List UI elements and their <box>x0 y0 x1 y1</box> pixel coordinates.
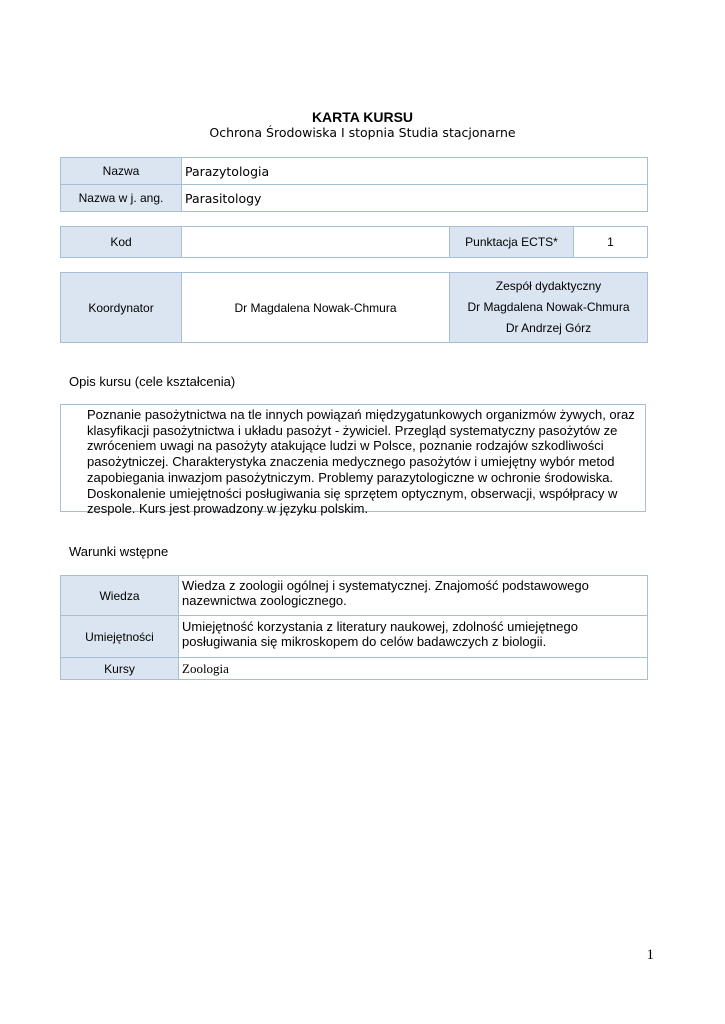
coordinator-value: Dr Magdalena Nowak-Chmura <box>182 273 450 343</box>
ects-label: Punktacja ECTS* <box>450 227 574 258</box>
name-value: Parazytologia <box>182 158 648 185</box>
coordinator-label: Koordynator <box>61 273 182 343</box>
prerequisites-heading: Warunki wstępne <box>69 544 169 559</box>
code-label: Kod <box>61 227 182 258</box>
courses-value: Zoologia <box>179 658 648 680</box>
name-en-value: Parasitology <box>182 185 648 212</box>
document-subtitle: Ochrona Środowiska I stopnia Studia stacjonarne <box>209 125 516 140</box>
description-box <box>60 404 646 517</box>
document-title: KARTA KURSU <box>311 109 414 125</box>
skills-value: Umiejętność korzystania z literatury naukowej, zdolność umiejętnego posługiwania się mikroskopem do celów badawczych z biologii. <box>179 616 648 658</box>
courses-label: Kursy <box>61 658 179 680</box>
teaching-team-member: Dr Magdalena Nowak-Chmura <box>467 300 630 314</box>
ects-value: 1 <box>574 227 648 258</box>
skills-label: Umiejętności <box>61 616 179 658</box>
page-number: 1 <box>646 947 654 963</box>
description-text: Poznanie pasożytnictwa na tle innych powiązań międzygatunkowych organizmów żywych, oraz klasyfikacji pasożytnictwa i układu pasożyt - żywiciel. Przegląd systematyczny pasożytów ze zwróceniem uwagi na pasożyty atakujące ludzi w Polsce, poznanie rodzajów szkodliwości pasożytniczej. Charakterystyka znaczenia medycznego pasożytów i umiejętny wybór metod zapobiegania inwazjom pasożytniczym. Problemy parazytologiczne w ochronie środowiska. Doskonalenie umiejętności posługiwania się sprzętem optycznym, obserwacji, współpracy w zespole. Kurs jest prowadzony w języku polskim. <box>87 407 635 517</box>
code-value <box>182 227 450 258</box>
prerequisites-table <box>60 575 648 680</box>
code-table <box>60 226 648 258</box>
knowledge-value: Wiedza z zoologii ogólnej i systematycznej. Znajomość podstawowego nazewnictwa zoologicznego. <box>179 576 648 616</box>
course-name-table <box>60 157 648 212</box>
teaching-team-cell <box>450 273 648 343</box>
staff-table <box>60 272 648 343</box>
description-heading: Opis kursu (cele kształcenia) <box>69 374 236 389</box>
knowledge-label: Wiedza <box>61 576 179 616</box>
name-en-label: Nazwa w j. ang. <box>61 185 182 212</box>
name-label: Nazwa <box>61 158 182 185</box>
teaching-team-member: Dr Andrzej Górz <box>505 321 592 335</box>
teaching-team-label: Zespół dydaktyczny <box>495 279 602 293</box>
